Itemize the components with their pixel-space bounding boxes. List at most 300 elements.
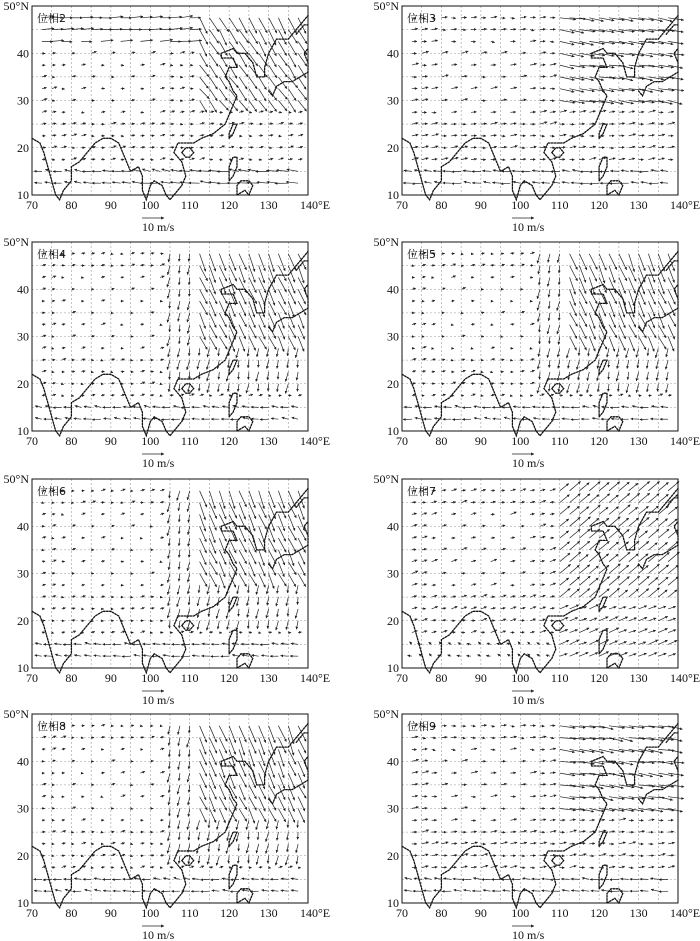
wind-arrow bbox=[639, 576, 650, 585]
wind-arrow bbox=[589, 540, 600, 550]
wind-arrow bbox=[81, 585, 85, 586]
wind-arrow bbox=[491, 773, 497, 774]
wind-arrow bbox=[199, 384, 200, 391]
wind-arrow bbox=[180, 111, 185, 112]
lon-label: 110 bbox=[180, 671, 199, 685]
wind-arrow bbox=[668, 590, 677, 597]
wind-arrow bbox=[209, 77, 217, 89]
wind-arrow bbox=[441, 158, 448, 160]
wind-arrow bbox=[121, 489, 126, 491]
wind-arrow bbox=[42, 537, 46, 538]
wind-arrow bbox=[550, 608, 555, 609]
lat-label: 40 bbox=[17, 519, 29, 534]
wind-arrow bbox=[501, 394, 505, 395]
wind-arrow bbox=[101, 277, 105, 278]
wind-arrow bbox=[518, 642, 520, 645]
wind-arrow bbox=[190, 632, 194, 633]
wind-arrow bbox=[170, 135, 175, 136]
wind-arrow bbox=[288, 89, 296, 101]
wind-arrow bbox=[276, 820, 278, 829]
wind-arrow bbox=[150, 608, 154, 609]
wind-arrow bbox=[639, 606, 647, 609]
phase-label: 位相7 bbox=[407, 485, 436, 498]
wind-arrow bbox=[178, 301, 180, 310]
wind-arrow bbox=[259, 325, 266, 340]
wind-arrow bbox=[570, 112, 576, 113]
lon-label: 120 bbox=[590, 906, 609, 920]
wind-arrow bbox=[510, 607, 516, 609]
lon-label: 110 bbox=[550, 434, 569, 448]
wind-arrow bbox=[276, 621, 279, 630]
wind-arrow bbox=[178, 797, 180, 806]
lat-label: 40 bbox=[387, 282, 399, 297]
wind-arrow bbox=[209, 574, 216, 588]
lat-label: 40 bbox=[387, 754, 399, 769]
wind-arrow bbox=[256, 585, 259, 594]
wind-arrow bbox=[668, 749, 682, 753]
panel-p8 bbox=[4, 707, 331, 941]
wind-arrow bbox=[269, 65, 277, 78]
wind-arrow bbox=[298, 738, 306, 754]
lon-label: 70 bbox=[396, 671, 408, 685]
wind-arrow bbox=[422, 808, 428, 809]
wind-arrow bbox=[599, 494, 610, 503]
wind-arrow bbox=[579, 507, 589, 515]
wind-arrow bbox=[461, 726, 466, 727]
wind-arrow bbox=[562, 419, 570, 420]
wind-arrow bbox=[648, 606, 656, 609]
wind-arrow bbox=[639, 171, 649, 172]
wind-arrow bbox=[288, 574, 296, 587]
phase-label: 位相8 bbox=[37, 720, 66, 733]
wind-arrow bbox=[199, 856, 200, 864]
wind-arrow bbox=[474, 418, 481, 419]
lon-label: 140°E bbox=[300, 671, 331, 685]
wind-arrow bbox=[62, 537, 66, 538]
wind-arrow bbox=[441, 265, 445, 266]
wind-arrow bbox=[629, 618, 637, 621]
lon-label: 130 bbox=[259, 671, 278, 685]
wind-arrow bbox=[550, 738, 554, 739]
wind-arrow bbox=[629, 396, 631, 397]
wind-arrow bbox=[160, 796, 164, 797]
wind-arrow bbox=[160, 135, 165, 136]
lon-label: 110 bbox=[180, 906, 199, 920]
wind-arrow bbox=[412, 323, 416, 324]
wind-arrow bbox=[249, 773, 256, 788]
reference-vector-label: 10 m/s bbox=[512, 456, 545, 470]
wind-arrow bbox=[42, 276, 46, 277]
wind-arrow bbox=[530, 820, 536, 821]
wind-arrow bbox=[62, 514, 64, 515]
wind-arrow bbox=[558, 254, 560, 263]
wind-arrow bbox=[609, 617, 618, 621]
wind-arrow bbox=[298, 101, 307, 112]
wind-arrow bbox=[188, 301, 190, 310]
wind-arrow bbox=[471, 112, 477, 113]
wind-arrow bbox=[81, 738, 83, 739]
wind-arrow bbox=[538, 360, 540, 369]
wind-arrow bbox=[121, 513, 125, 514]
wind-arrow bbox=[591, 891, 599, 892]
wind-arrow bbox=[567, 384, 570, 393]
wind-arrow bbox=[547, 325, 550, 334]
wind-arrow bbox=[134, 655, 141, 657]
wind-arrow bbox=[62, 384, 64, 385]
wind-arrow bbox=[180, 159, 184, 160]
wind-arrow bbox=[629, 607, 636, 609]
wind-arrow bbox=[200, 111, 205, 112]
wind-arrow bbox=[451, 749, 455, 750]
wind-arrow bbox=[481, 490, 486, 491]
wind-arrow bbox=[91, 868, 93, 869]
wind-arrow bbox=[666, 348, 668, 357]
wind-arrow bbox=[52, 265, 56, 266]
wind-arrow bbox=[179, 856, 180, 864]
wind-arrow bbox=[199, 348, 200, 355]
wind-arrow bbox=[288, 749, 296, 764]
wind-arrow bbox=[101, 773, 105, 774]
wind-arrow bbox=[619, 313, 625, 328]
wind-arrow bbox=[415, 418, 422, 420]
wind-arrow bbox=[167, 277, 170, 287]
wind-arrow bbox=[538, 266, 540, 275]
wind-arrow bbox=[160, 737, 164, 738]
wind-arrow bbox=[219, 53, 227, 67]
wind-arrow bbox=[197, 820, 200, 830]
wind-arrow bbox=[530, 632, 535, 633]
wind-arrow bbox=[432, 159, 438, 160]
wind-arrow bbox=[648, 135, 654, 136]
wind-arrow bbox=[432, 134, 439, 136]
wind-arrow bbox=[55, 654, 62, 656]
wind-arrow bbox=[167, 844, 170, 853]
wind-arrow bbox=[510, 87, 516, 88]
wind-arrow bbox=[83, 182, 91, 183]
wind-arrow bbox=[42, 584, 46, 585]
wind-arrow bbox=[200, 254, 206, 272]
wind-arrow bbox=[209, 111, 214, 112]
wind-arrow bbox=[143, 418, 151, 419]
wind-arrow bbox=[71, 866, 75, 867]
wind-arrow bbox=[131, 76, 136, 77]
coastline bbox=[182, 856, 194, 865]
wind-arrow bbox=[198, 621, 200, 630]
wind-arrow bbox=[510, 561, 515, 562]
wind-arrow bbox=[540, 537, 545, 539]
wind-arrow bbox=[589, 482, 600, 491]
wind-arrow bbox=[277, 360, 279, 368]
wind-arrow bbox=[160, 748, 164, 749]
wind-arrow bbox=[530, 796, 536, 797]
wind-arrow bbox=[229, 30, 238, 45]
wind-arrow bbox=[540, 29, 546, 30]
wind-arrow bbox=[52, 584, 56, 585]
wind-arrow bbox=[619, 653, 628, 657]
wind-arrow bbox=[540, 394, 544, 396]
wind-arrow bbox=[160, 347, 164, 348]
wind-arrow bbox=[570, 517, 581, 526]
wind-arrow bbox=[219, 514, 227, 529]
wind-arrow bbox=[269, 18, 277, 33]
wind-arrow bbox=[259, 761, 266, 776]
lon-label: 110 bbox=[180, 198, 199, 212]
wind-arrow bbox=[42, 347, 46, 349]
panel-p7 bbox=[374, 472, 700, 707]
wind-arrow bbox=[179, 526, 180, 534]
wind-arrow bbox=[648, 630, 655, 632]
wind-arrow bbox=[188, 514, 189, 522]
lon-label: 130 bbox=[259, 198, 278, 212]
wind-arrow bbox=[150, 135, 154, 136]
wind-arrow bbox=[52, 867, 55, 868]
wind-arrow bbox=[540, 524, 546, 526]
wind-arrow bbox=[599, 289, 606, 304]
wind-arrow bbox=[658, 854, 665, 856]
wind-arrow bbox=[42, 395, 46, 396]
wind-arrow bbox=[567, 348, 570, 358]
wind-arrow bbox=[246, 844, 249, 853]
wind-arrow bbox=[277, 844, 279, 853]
wind-arrow bbox=[200, 41, 207, 56]
wind-arrow bbox=[298, 550, 305, 565]
lon-label: 90 bbox=[104, 198, 117, 212]
wind-arrow bbox=[539, 277, 540, 285]
coastline bbox=[229, 157, 237, 181]
wind-arrow bbox=[484, 417, 490, 419]
wind-arrow bbox=[160, 513, 164, 514]
wind-arrow bbox=[197, 360, 199, 369]
wind-arrow bbox=[74, 644, 82, 645]
wind-arrow bbox=[570, 589, 580, 597]
wind-arrow bbox=[492, 183, 500, 184]
wind-arrow bbox=[52, 797, 54, 798]
wind-arrow bbox=[212, 890, 220, 891]
wind-arrow bbox=[101, 40, 113, 41]
wind-arrow bbox=[210, 879, 219, 880]
wind-arrow bbox=[277, 585, 278, 593]
wind-arrow bbox=[422, 771, 429, 773]
wind-arrow bbox=[491, 17, 497, 18]
wind-arrow bbox=[74, 181, 81, 183]
wind-arrow bbox=[140, 253, 144, 254]
wind-arrow bbox=[199, 585, 200, 593]
wind-arrow bbox=[639, 493, 650, 503]
lat-label: 20 bbox=[387, 140, 399, 155]
wind-arrow bbox=[101, 725, 105, 726]
wind-arrow bbox=[412, 29, 418, 30]
wind-arrow bbox=[91, 253, 95, 254]
wind-arrow bbox=[471, 537, 476, 538]
wind-arrow bbox=[179, 550, 180, 558]
wind-arrow bbox=[34, 891, 42, 892]
wind-arrow bbox=[140, 276, 144, 277]
lat-label: 50°N bbox=[373, 235, 399, 249]
wind-arrow bbox=[471, 584, 476, 585]
wind-arrow bbox=[168, 574, 170, 583]
wind-arrow bbox=[548, 254, 550, 263]
wind-arrow bbox=[179, 749, 180, 757]
wind-arrow bbox=[219, 726, 227, 742]
wind-arrow bbox=[113, 656, 121, 657]
wind-arrow bbox=[658, 640, 667, 644]
wind-arrow bbox=[577, 360, 580, 370]
wind-arrow bbox=[52, 289, 55, 290]
wind-arrow bbox=[187, 491, 189, 500]
wind-arrow bbox=[432, 277, 434, 278]
wind-arrow bbox=[232, 655, 239, 657]
wind-arrow bbox=[269, 254, 275, 272]
wind-arrow bbox=[609, 254, 617, 270]
wind-arrow bbox=[81, 371, 85, 372]
wind-arrow bbox=[422, 560, 428, 562]
wind-arrow bbox=[560, 531, 569, 538]
wind-arrow bbox=[179, 254, 180, 262]
lat-label: 40 bbox=[387, 46, 399, 61]
wind-arrow bbox=[648, 337, 654, 352]
wind-arrow bbox=[111, 29, 123, 30]
wind-arrow bbox=[648, 481, 659, 490]
wind-arrow bbox=[550, 866, 556, 867]
wind-arrow bbox=[570, 630, 578, 633]
coastline bbox=[607, 181, 623, 195]
wind-arrow bbox=[238, 170, 249, 172]
wind-arrow bbox=[200, 277, 208, 292]
wind-arrow bbox=[530, 359, 534, 360]
wind-arrow bbox=[257, 348, 259, 357]
wind-arrow bbox=[239, 301, 246, 316]
wind-arrow bbox=[451, 64, 457, 65]
wind-arrow bbox=[160, 608, 164, 609]
wind-arrow bbox=[609, 867, 615, 868]
wind-arrow bbox=[140, 65, 144, 66]
wind-arrow bbox=[239, 550, 247, 564]
wind-arrow bbox=[587, 372, 589, 381]
wind-arrow bbox=[62, 135, 67, 136]
wind-arrow bbox=[219, 773, 226, 788]
wind-arrow bbox=[461, 738, 465, 739]
wind-arrow bbox=[520, 100, 526, 101]
wind-arrow bbox=[81, 749, 85, 750]
wind-arrow bbox=[178, 348, 180, 357]
wind-arrow bbox=[101, 867, 105, 868]
wind-arrow bbox=[298, 832, 299, 839]
wind-arrow bbox=[478, 642, 481, 645]
wind-arrow bbox=[238, 372, 239, 380]
wind-arrow bbox=[599, 640, 609, 645]
wind-arrow bbox=[432, 29, 438, 30]
wind-arrow bbox=[609, 542, 619, 550]
wind-arrow bbox=[448, 643, 451, 645]
wind-arrow bbox=[560, 640, 569, 644]
wind-arrow bbox=[451, 843, 457, 844]
wind-arrow bbox=[298, 277, 306, 292]
wind-arrow bbox=[62, 124, 66, 125]
wind-arrow bbox=[179, 289, 180, 297]
wind-arrow bbox=[668, 337, 674, 352]
wind-arrow bbox=[71, 761, 75, 762]
wind-arrow bbox=[81, 384, 83, 385]
wind-arrow bbox=[121, 394, 125, 395]
wind-arrow bbox=[422, 277, 426, 278]
wind-arrow bbox=[180, 135, 185, 136]
lon-label: 100 bbox=[141, 198, 160, 212]
wind-arrow bbox=[259, 633, 261, 634]
wind-arrow bbox=[222, 878, 229, 879]
coastline bbox=[599, 630, 607, 654]
wind-arrow bbox=[286, 856, 289, 866]
lon-label: 140°E bbox=[670, 671, 700, 685]
coastline bbox=[237, 889, 253, 903]
wind-arrow bbox=[461, 607, 467, 609]
wind-arrow bbox=[471, 348, 473, 349]
wind-arrow bbox=[451, 112, 457, 113]
phase-label: 位相5 bbox=[407, 248, 436, 261]
wind-arrow bbox=[609, 360, 610, 367]
wind-arrow bbox=[491, 795, 498, 797]
wind-arrow bbox=[540, 784, 546, 785]
wind-arrow bbox=[188, 325, 190, 334]
wind-arrow bbox=[291, 643, 298, 644]
wind-arrow bbox=[557, 325, 560, 334]
wind-arrow bbox=[131, 550, 133, 551]
wind-arrow bbox=[668, 640, 677, 644]
wind-arrow bbox=[246, 384, 249, 393]
lon-label: 120 bbox=[590, 434, 609, 448]
wind-arrow bbox=[501, 123, 507, 124]
wind-arrow bbox=[74, 655, 81, 656]
wind-arrow bbox=[513, 418, 521, 419]
wind-arrow bbox=[81, 819, 85, 821]
wind-arrow bbox=[249, 41, 258, 54]
wind-arrow bbox=[209, 53, 218, 66]
wind-arrow bbox=[540, 489, 545, 491]
wind-arrow bbox=[200, 491, 207, 507]
wind-arrow bbox=[589, 629, 598, 633]
wind-arrow bbox=[239, 797, 247, 810]
wind-arrow bbox=[167, 773, 170, 782]
wind-arrow bbox=[52, 360, 56, 361]
wind-arrow bbox=[207, 832, 209, 841]
wind-arrow bbox=[510, 253, 514, 254]
wind-arrow bbox=[189, 726, 190, 733]
wind-arrow bbox=[150, 253, 154, 254]
wind-arrow bbox=[269, 785, 277, 799]
lat-label: 40 bbox=[17, 46, 29, 61]
wind-arrow bbox=[259, 30, 267, 45]
wind-arrow bbox=[570, 830, 577, 832]
wind-arrow bbox=[167, 526, 170, 536]
wind-arrow bbox=[639, 481, 650, 490]
wind-arrow bbox=[252, 655, 259, 656]
wind-arrow bbox=[608, 372, 609, 380]
wind-arrow bbox=[520, 632, 524, 633]
wind-arrow bbox=[502, 890, 510, 891]
wind-arrow bbox=[560, 578, 569, 585]
wind-arrow bbox=[238, 360, 239, 368]
wind-arrow bbox=[558, 348, 560, 357]
wind-arrow bbox=[510, 842, 517, 844]
wind-arrow bbox=[278, 726, 286, 742]
wind-arrow bbox=[209, 491, 215, 509]
wind-arrow bbox=[432, 631, 437, 632]
lon-label: 140°E bbox=[300, 906, 331, 920]
coastline bbox=[182, 148, 194, 157]
wind-arrow bbox=[658, 482, 668, 491]
wind-arrow bbox=[246, 820, 249, 830]
wind-arrow bbox=[298, 77, 306, 90]
wind-arrow bbox=[42, 503, 44, 504]
